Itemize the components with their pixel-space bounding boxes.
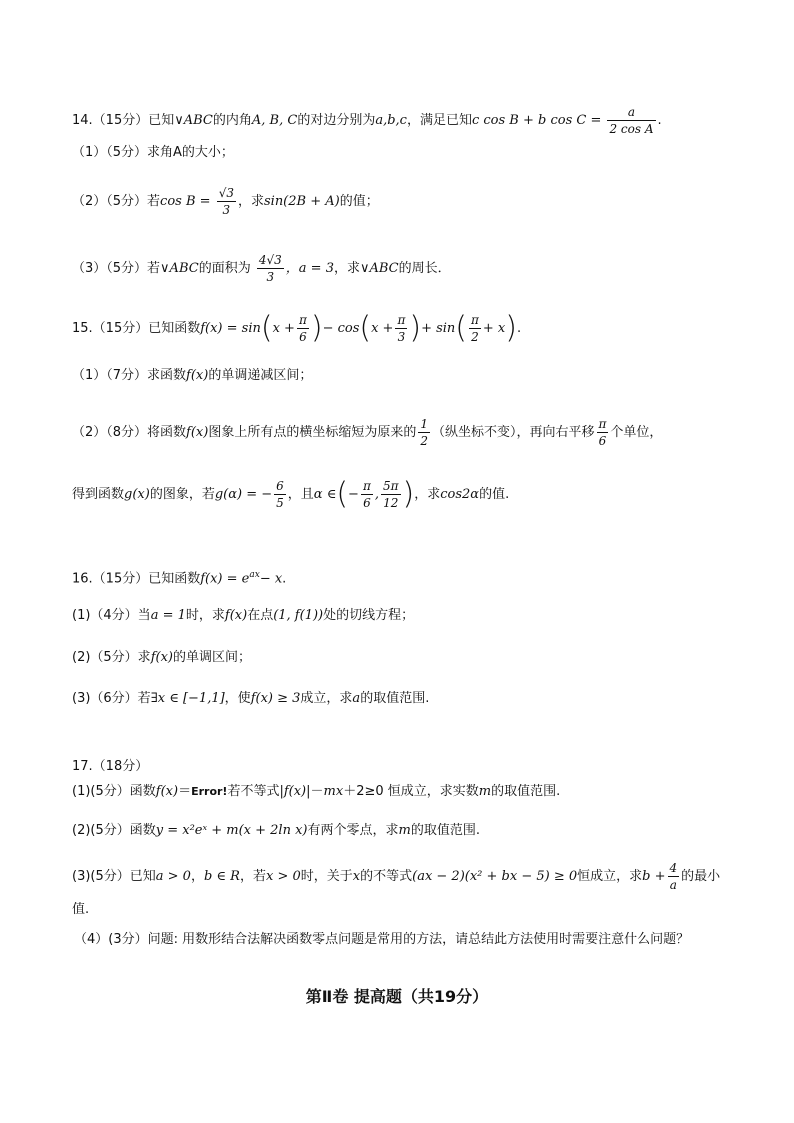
q17-part1: (1)(5分）函数f(x)＝Error!若不等式|f(x)|－mx＋2≥0 恒成立，求实数m的取值范围.	[72, 784, 561, 799]
q17-part3-cont: 值.	[72, 902, 90, 917]
fraction: $\frac{6}{5}$	[276, 479, 284, 510]
fraction: $\frac{\pi}{6}$	[598, 417, 607, 448]
fraction: $\frac{a}{\text{2 cos A}}$	[609, 105, 654, 136]
q15-part2: （2）（8分）将函数f(x)图象上所有点的横坐标缩短为原来的 $\frac{1}{2}$ （纵坐标不变），再向右平移 $\frac{\pi}{6}$ 个单位，	[72, 417, 663, 448]
q14-part2: （2）（5分）若cos B = $\frac{√3}{3}$ ，求sin(2B + A)的值；	[72, 186, 379, 217]
q15-part2-cont: 得到函数g(x)的图象，若g(α) = − $\frac{6}{5}$ ，且α ∈(− $\frac{\pi}{6}$ , $\frac{5\pi}{12}$ )，求cos2α的值.	[72, 476, 510, 512]
fraction: $\frac{\pi}{6}$	[298, 313, 307, 344]
fraction: $\frac{1}{2}$	[420, 417, 428, 448]
q14-part1: （1）（5分）求角A的大小；	[72, 145, 234, 160]
fraction: $\frac{√3}{3}$	[218, 186, 234, 217]
q16-part3: (3)（6分）若∃x ∈ [−1,1]，使f(x) ≥ 3成立，求a的取值范围.	[72, 691, 430, 706]
q14-part3: （3）（5分）若∨ABC的面积为 $\frac{4√3}{3}$ ，a = 3，求∨ABC的周长．	[72, 253, 451, 284]
q16-stem: 16.（15分）已知函数$f(x) = e^{ax}- x$.	[72, 570, 287, 587]
section-title: 第Ⅱ卷 提高题（共19分）	[305, 987, 489, 1006]
q16-part2: (2)（5分）求f(x)的单调区间；	[72, 650, 251, 665]
fraction: $\frac{4}{a}$	[669, 861, 678, 892]
fraction: $\frac{\pi}{6}$	[362, 479, 371, 510]
triangle-symbol: ∨ABC	[174, 113, 213, 128]
q15-part1: （1）（7分）求函数f(x)的单调递减区间；	[72, 368, 313, 383]
fraction: $\frac{\pi}{2}$	[471, 313, 479, 344]
q17-part2: (2)(5分）函数y = x²eˣ + m(x + 2ln x)有两个零点，求m的取值范围.	[72, 823, 480, 838]
fraction: $\frac{\pi}{3}$	[397, 313, 406, 344]
fraction: $\frac{4√3}{3}$	[258, 253, 282, 284]
q17-part3: (3)(5分）已知a > 0，b ∈ R，若x > 0时，关于x的不等式(ax − 2)(x² + bx − 5) ≥ 0恒成立，求b + $\frac{4}{a}$ 的最小	[72, 861, 721, 892]
q16-part1: (1)（4分）当a = 1时，求f(x)在点(1, f(1))处的切线方程；	[72, 608, 415, 623]
q17-title: 17.（18分）	[72, 759, 149, 774]
q17-part4: （4）(3分）问题: 用数形结合法解决函数零点问题是常用的方法，请总结此方法使用时需要注意什么问题？	[74, 932, 690, 947]
q14-stem: 14.（15分）已知∨ABC的内角A, B, C的对边分别为a,b,c，满足已知c cos B + b cos C = $\frac{a}{\text{2 cos A}}$ .	[72, 105, 662, 136]
fraction: $\frac{5\pi}{12}$	[382, 479, 399, 510]
q15-stem: 15.（15分）已知函数f(x) = sin(x + $\frac{\pi}{6}$ )− cos(x + $\frac{\pi}{3}$ )+ sin( $\frac{\pi}{2}$ + x).	[72, 310, 522, 346]
